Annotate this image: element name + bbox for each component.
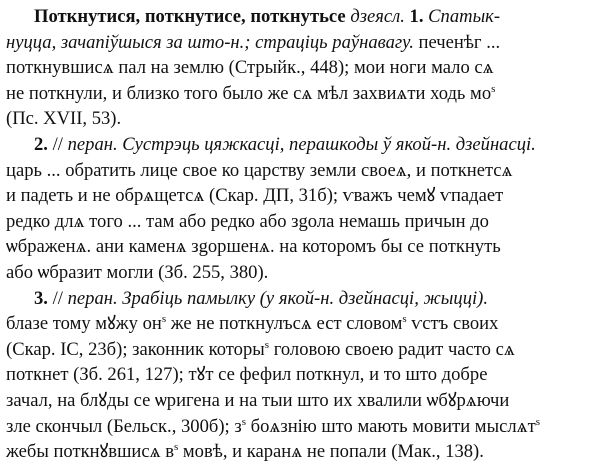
sense-1-definition: нуцца, зачапіўшыся за што-н.; [6,31,251,53]
example-text: не поткнули, и близко того было же сѧ мѣл захвиѧти ходь мо [6,82,492,104]
entry-line-16 [6,388,590,414]
superscript-mark: s [491,82,496,95]
example-text: боѧзнію што мають мовити мыслѧт [245,415,536,437]
example-text: печенѣг ... [413,31,501,53]
example-text: и падеть и не обрѧщетсѧ (Скар. ДП, 31б); ѵважъ чемꙋ ѵпадает [6,185,504,207]
entry-line-4 [6,81,590,107]
superscript-mark: s [241,415,246,428]
sense-1-definition: страціць раўнавагу. [255,31,414,53]
entry-line-15 [6,362,590,388]
entry-line-3 [6,55,590,81]
entry-line-17 [6,414,590,440]
entry-line-12: 3. // перан. Зрабіць памылку (у якой-н. дзейнасці, жыцці). [34,287,489,309]
sense-2-definition: перан. Сустрэць цяжкасці, перашкоды ў якой-н. дзейнасці. [67,133,536,155]
example-text: жебы поткнꙋвшисѧ в [6,441,174,463]
example-citation: (Пс. XVII, 53). [6,108,122,130]
example-text: ѵстъ своих [406,313,499,335]
superscript-mark: s [264,338,270,351]
example-text: поткнет (Зб. 261, 127); тꙋт се фефил поткнул, и то што добре [6,364,488,386]
example-text: царь ... обратить лице свое ко царству земли своеѧ, и поткнетсѧ [6,159,513,181]
sense-number-2: 2. [34,133,48,155]
part-of-speech: дзеясл. [350,6,405,27]
entry-line-13 [6,311,590,337]
example-text: ѡбраженѧ. ани каменѧ зgоршенѧ. на которомъ бы се поткнуть [6,236,501,258]
superscript-mark: s [535,415,540,428]
example-text: зачал, на блꙋды се ѡригена и на тыи што их хвалили ѡбꙋрѧючи [6,389,510,411]
superscript-mark: s [173,440,179,453]
example-text: мовѣ, и каранѧ не попали (Мак., 138). [178,441,484,463]
example-text: головою своею радит часто сѧ [269,338,515,360]
sense-number-1: 1. [409,6,424,27]
sense-3-definition: перан. Зрабіць памылку (у якой-н. дзейнасці, жыцці). [67,287,489,309]
example-text: же не поткнулъсѧ ест словом [166,313,403,335]
entry-line-8 [6,183,590,209]
headword: Поткнутися, поткнутисе, поткнутьсе [34,6,346,27]
entry-line-11 [6,260,590,286]
sense-1-definition: Спатык- [428,6,501,27]
entry-line-7 [6,158,590,184]
entry-line-10 [6,234,590,260]
example-text: редко длѧ того ... там або редко або зgола немашь причын до [6,210,489,232]
superscript-mark: s [402,312,407,325]
sense-number-3: 3. [34,287,48,309]
entry-line-18 [6,439,590,465]
example-text: зле скончыл (Бельск., 300б); з [6,415,242,437]
example-text: (Скар. ІС, 23б); законник которы [6,338,265,360]
example-text: блазе тому мꙋжу он [6,313,162,335]
superscript-mark: s [161,312,167,325]
entry-line-9 [6,209,590,235]
entry-line-14 [6,337,590,363]
entry-line-1 [6,4,590,30]
entry-line-6: 2. // перан. Сустрэць цяжкасці, перашкоды ў якой-н. дзейнасці. [34,133,536,155]
example-text: поткнувшисѧ пал на землю (Стрыйк., 448); мои ноги мало сѧ [6,57,494,79]
entry-line-5 [6,106,590,132]
example-text: або ѡбразит могли (Зб. 255, 380). [6,261,269,283]
entry-line-2 [6,30,590,56]
